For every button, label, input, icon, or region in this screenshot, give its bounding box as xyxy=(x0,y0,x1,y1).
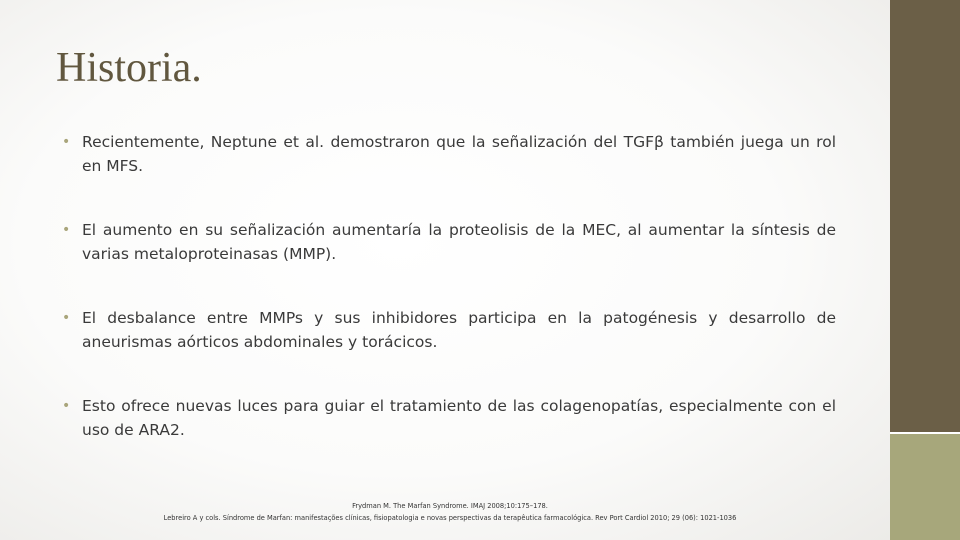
sidebar-accent-bottom xyxy=(890,434,960,540)
bullet-item xyxy=(60,218,836,266)
bullet-text: El aumento en su señalización aumentaría la proteolisis de la MEC, al aumentar la síntesis de varias metaloproteinasas (MMP). xyxy=(82,221,836,263)
bullet-item xyxy=(60,306,836,354)
bullet-item xyxy=(60,394,836,442)
bullet-text: Esto ofrece nuevas luces para guiar el tratamiento de las colagenopatías, especialmente con el uso de ARA2. xyxy=(82,397,836,439)
bullet-text: Recientemente, Neptune et al. demostraron que la señalización del TGFβ también juega un rol en MFS. xyxy=(82,133,836,175)
sidebar-accent-top xyxy=(890,0,960,432)
bullet-list xyxy=(60,130,836,482)
bullet-text: El desbalance entre MMPs y sus inhibidores participa en la patogénesis y desarrollo de aneurismas aórticos abdominales y torácicos. xyxy=(82,309,836,351)
slide-title: Historia. xyxy=(56,45,202,91)
references xyxy=(60,500,840,524)
bullet-marker: • xyxy=(62,222,71,238)
reference-line: Lebreiro A y cols. Síndrome de Marfan: manifestações clínicas, fisiopatologia e novas perspectivas da terapêutica farmacológica. Rev Port Cardiol 2010; 29 (06): 1021-1036 xyxy=(163,513,737,522)
bullet-marker: • xyxy=(62,310,71,326)
reference-line: Frydman M. The Marfan Syndrome. IMAJ 2008;10:175–178. xyxy=(352,501,548,510)
bullet-item xyxy=(60,130,836,178)
bullet-marker: • xyxy=(62,398,71,414)
bullet-marker: • xyxy=(62,134,71,150)
